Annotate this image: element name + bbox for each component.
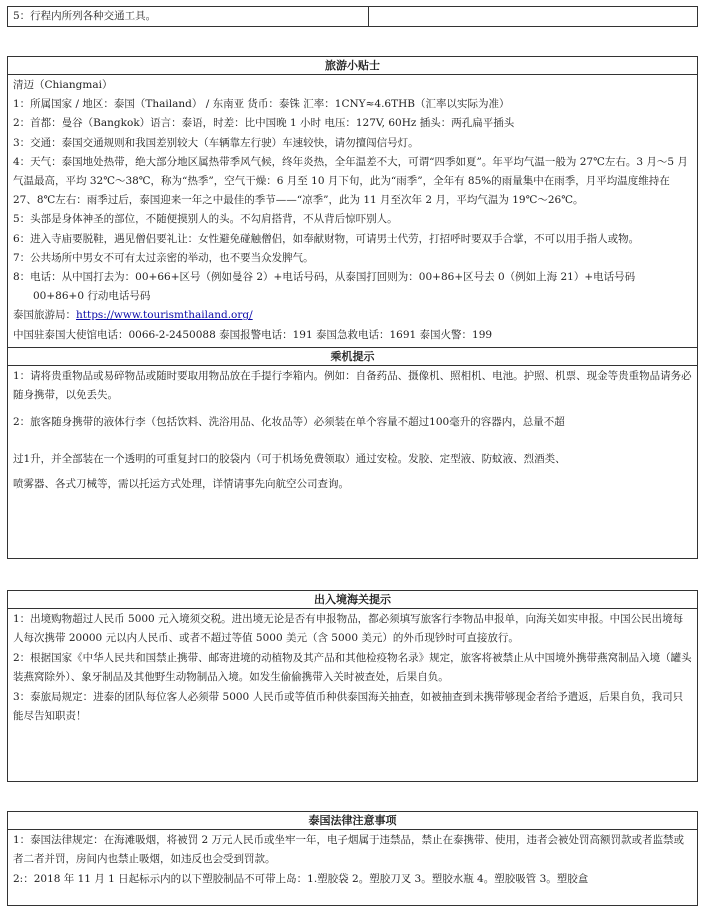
boarding-tips-title: 乘机提示 [8,347,697,366]
boarding-tip-line: 1：请将贵重物品或易碎物品或随时要取用物品放在手提行李箱内。例如：自备药品、摄像机、照相机、电池。护照、机票、现金等贵重物品请务必随身携带，以免丢失。 [13,369,692,402]
boarding-tips-body [8,366,697,496]
boarding-tip-line: 2：旅客随身携带的液体行李（包括饮料、洗浴用品、化妆品等）必须装在单个容量不超过100毫升的容器内，总量不超 [13,416,565,429]
empty-cell [369,7,697,26]
embassy-line: 中国驻泰国大使馆电话：0066-2-2450088 泰国报警电话：191 泰国急救电话：1691 泰国火警：199 [13,328,493,341]
mobile-phone-line: 00+86+0 行动电话号码 [33,290,151,303]
customs-tip-line: 3：泰旅局规定：进泰的团队每位客人必须带 5000 人民币或等值币种供泰国海关抽查，如被抽查到未携带够现金者给予遣返，后果自负，我司只能尽告知职责！ [13,690,684,723]
customs-tips-table [7,590,698,782]
thai-law-table [7,811,698,906]
travel-tip-line: 2：首都：曼谷（Bangkok）语言：泰语，时差：比中国晚 1 小时 电压：127V, 60Hz 插头：两孔扁平插头 [13,117,515,130]
travel-tip-line: 7：公共场所中男女不可有太过亲密的举动，也不要当众发脾气。 [13,251,314,264]
customs-tip-line: 1：出境购物超过人民币 5000 元入境须交税。进出境无论是否有申报物品，都必须填写旅客行李物品申报单，向海关如实申报。中国公民出境每人每次携带 20000 元以内人民币、或者不超过等值 5000 美元（含 5000 美元）的外币现钞时可直接放行。 [13,613,684,645]
tourism-url-link[interactable]: https://www.tourismthailand.org/ [76,309,253,322]
travel-tips-body [8,75,697,347]
travel-tips-table [7,56,698,559]
thai-law-title: 泰国法律注意事项 [8,812,697,830]
travel-tip-line: 6：进入寺庙要脱鞋，遇见僧侣要礼让：女性避免碰触僧侣，如奉献财物，可请男士代劳，打招呼时要双手合掌，不可以用手指人或物。 [13,232,640,245]
travel-tip-line: 清迈（Chiangmai） [13,79,113,91]
tourism-label: 泰国旅游局： [13,309,76,322]
tourism-line [13,306,692,325]
transport-row-table [7,6,698,27]
customs-tips-title: 出入境海关提示 [8,591,697,609]
travel-tips-title: 旅游小贴士 [8,57,697,75]
travel-tip-line: 5：头部是身体神圣的部位，不随便摸别人的头。不勾肩搭背，不从背后惊吓别人。 [13,213,398,226]
transport-cell: 5：行程内所列各种交通工具。 [8,7,369,26]
customs-tips-body [8,609,697,728]
thai-law-line: 1：泰国法律规定：在海滩吸烟，将被罚 2 万元人民币或坐牢一年，电子烟属于违禁品，禁止在泰携带、使用，违者会被处罚高额罚款或者监禁或者二者并罚，房间内也禁止吸烟，如违反也会受到罚款。 [13,834,685,866]
boarding-tip-line: 过1升，并全部装在一个透明的可重复封口的胶袋内（可于机场免费领取）通过安检。发胶、定型液、防蚊液、烈酒类、 [13,453,566,466]
travel-tip-line: 3：交通：泰国交通规则和我国差别较大（车辆靠左行驶）车速较快，请勿擅闯信号灯。 [13,136,419,149]
travel-tip-line: 4：天气：泰国地处热带，绝大部分地区属热带季风气候，终年炎热，全年温差不大，可谓“四季如夏”。年平均气温一般为 27℃左右。3 月～5 月气温最高，平均 32℃～38℃，称为“热季”，空气干燥：6 月至 10 月下旬，此为“雨季”，全年有 85%的雨量集中在雨季，月平均温度维持在 27、8℃左右：雨季过后，泰国迎来一年之中最佳的季节——“凉季”，此为 11 月至次年 2 月，平均气温为 19℃～26℃。 [13,155,688,207]
thai-law-line: 2:：2018 年 11 月 1 日起标示内的以下塑胶制品不可带上岛：1.塑胶袋 2。塑胶刀叉 3。塑胶水瓶 4。塑胶吸管 3。塑胶盒 [13,872,589,885]
boarding-tip-line: 喷雾器、各式刀械等，需以托运方式处理，详情请事先向航空公司查询。 [13,477,349,490]
travel-tip-line: 8：电话：从中国打去为：00+66+区号（例如曼谷 2）+电话号码，从泰国打回则为：00+86+区号去 0（例如上海 21）+电话号码 [13,271,636,284]
thai-law-body [8,830,697,891]
customs-tip-line: 2：根据国家《中华人民共和国禁止携带、邮寄进境的动植物及其产品和其他检疫物名录》规定，旅客将被禁止从中国境外携带燕窝制品入境（罐头装燕窝除外）、象牙制品及其他野生动物制品入境。如发生偷偷携带入关时被查处，后果自负。 [13,651,692,684]
travel-tip-line: 1：所属国家 / 地区：泰国（Thailand） / 东南亚 货币：泰铢 汇率：1CNY≈4.6THB（汇率以实际为准） [13,98,510,111]
